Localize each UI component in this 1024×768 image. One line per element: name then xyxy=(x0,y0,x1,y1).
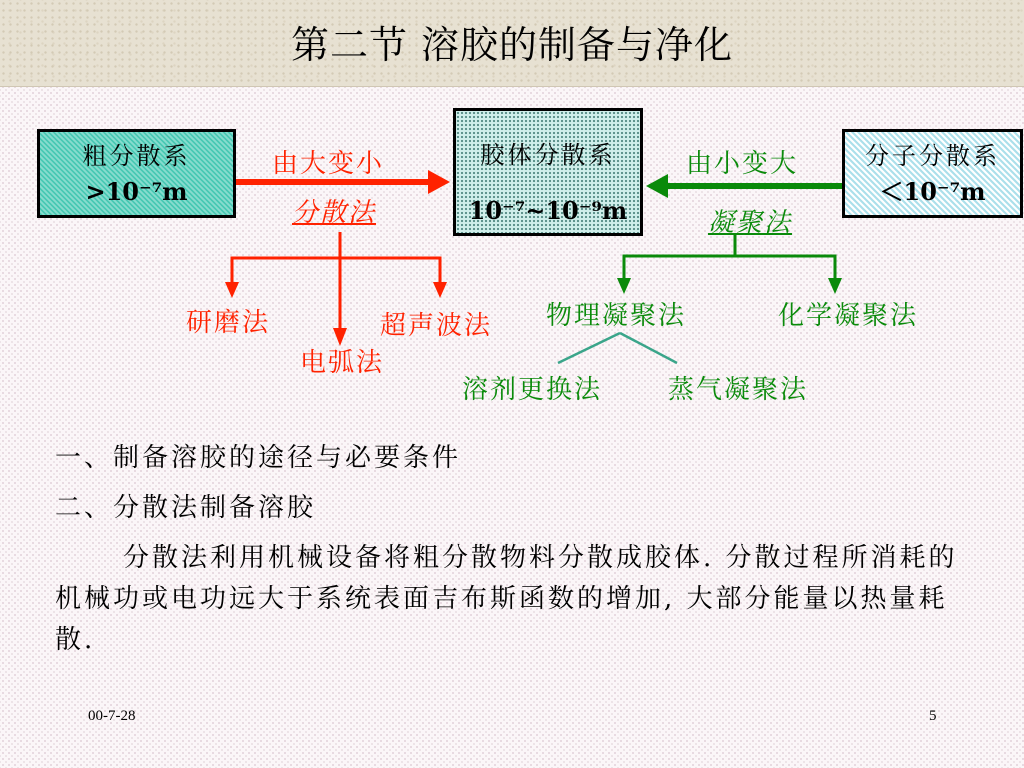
coarse-dispersion-size: >10⁻⁷m xyxy=(85,177,188,206)
dispersion-main-arrowhead xyxy=(428,170,450,194)
heading-one: 一、制备溶胶的途径与必要条件 xyxy=(55,443,462,473)
dispersion-paragraph: 分散法利用机械设备将粗分散物料分散成胶体. 分散过程所消耗的机械功或电功远大于系统表面吉布斯函数的增加, 大部分能量以热量耗散. xyxy=(55,543,958,655)
solvent-exchange-label: 溶剂更换法 xyxy=(462,375,603,405)
heading-two: 二、分散法制备溶胶 xyxy=(55,493,317,523)
electric-arc-method-label: 电弧法 xyxy=(300,348,385,378)
footer-page-number: 5 xyxy=(929,708,937,724)
condensation-method-label: 凝聚法 xyxy=(708,208,793,238)
grinding-method-label: 研磨法 xyxy=(186,308,271,338)
physical-branch-right xyxy=(620,333,677,363)
dispersion-left-arrowhead xyxy=(225,282,239,298)
condensation-main-arrowhead xyxy=(646,174,668,198)
physical-branch-left xyxy=(558,333,620,363)
coarse-dispersion-box xyxy=(37,129,236,218)
molecular-dispersion-label: 分子分散系 xyxy=(865,142,1000,170)
physical-condensation-label: 物理凝聚法 xyxy=(546,301,687,331)
dispersion-right-arrowhead xyxy=(433,282,447,298)
colloid-dispersion-label: 胶体分散系 xyxy=(480,141,616,169)
coarse-dispersion-label: 粗分散系 xyxy=(82,142,191,170)
dispersion-method-label: 分散法 xyxy=(292,198,377,228)
chemical-condensation-label: 化学凝聚法 xyxy=(778,301,919,331)
molecular-dispersion-box xyxy=(842,129,1023,218)
condensation-branch-line xyxy=(624,256,835,282)
slide-title: 第二节 溶胶的制备与净化 xyxy=(290,23,734,67)
dispersion-direction-label: 由大变小 xyxy=(272,149,385,179)
ultrasonic-method-label: 超声波法 xyxy=(380,311,493,341)
condensation-left-arrowhead xyxy=(617,278,631,294)
colloid-dispersion-box xyxy=(453,108,643,236)
molecular-dispersion-size: ＜10⁻⁷m xyxy=(879,177,986,206)
footer-date: 00-7-28 xyxy=(88,708,136,724)
condensation-direction-label: 由小变大 xyxy=(686,149,799,179)
condensation-right-arrowhead xyxy=(828,278,842,294)
vapor-condensation-label: 蒸气凝聚法 xyxy=(668,375,809,405)
dispersion-branch-line xyxy=(232,258,440,285)
colloid-dispersion-size: 10⁻⁷~10⁻⁹m xyxy=(468,196,628,225)
